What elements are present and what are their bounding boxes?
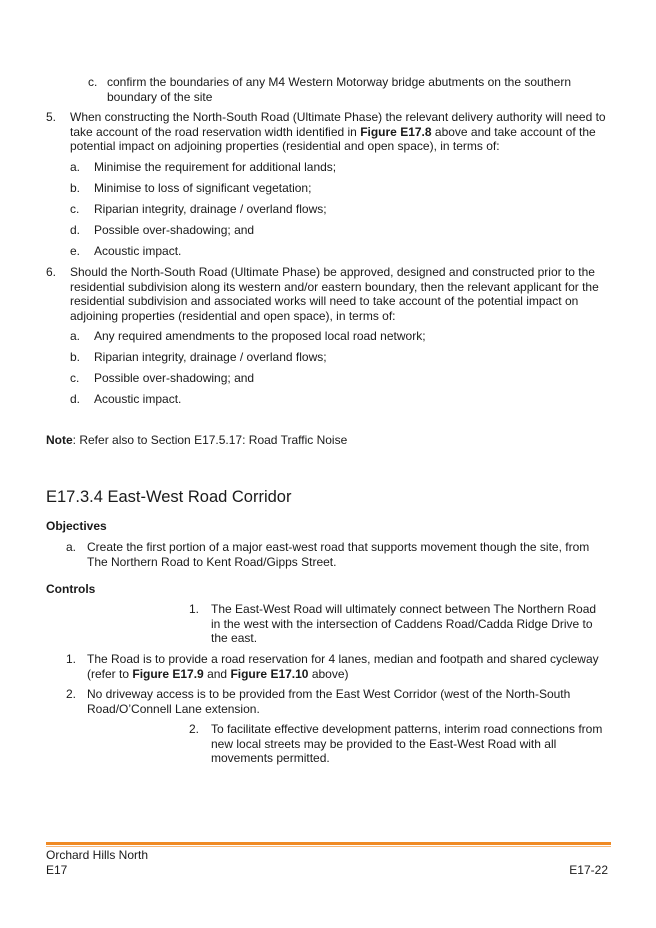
control-text: The Road is to provide a road reservation for 4 lanes, median and footpath and shared cycleway (refer to Figure E17.9 and Figure E17.10 above) (87, 652, 599, 681)
footer-document-title: Orchard Hills North (46, 848, 149, 862)
list-marker: 1. (66, 652, 77, 666)
objective-text: Create the first portion of a major east-west road that supports movement though the site, from The Northern Road to Kent Road/Gipps Street. (87, 540, 590, 569)
sub-item-text: Minimise the requirement for additional lands; (94, 160, 337, 174)
list-marker: 2. (189, 722, 200, 736)
footer-rule-shadow (46, 846, 611, 847)
sub-marker: c. (70, 371, 80, 385)
sub-item-text: Riparian integrity, drainage / overland flows; (94, 350, 327, 364)
note-label: Note (46, 433, 73, 447)
list-marker: 2. (66, 687, 77, 701)
list-item-text: confirm the boundaries of any M4 Western Motorway bridge abutments on the southern boundary of the site (107, 75, 572, 104)
page-number: E17-22 (569, 863, 608, 877)
note: Note: Refer also to Section E17.5.17: Road Traffic Noise (46, 433, 348, 447)
control-text: The East-West Road will ultimately connect between The Northern Road in the west with the intersection of Caddens Road/Cadda Ridge Drive to the east. (211, 602, 597, 645)
sub-item-text: Minimise to loss of significant vegetation; (94, 181, 312, 195)
footer-rule (46, 842, 611, 845)
list-item-text: Should the North-South Road (Ultimate Phase) be approved, designed and constructed prior to the residential subdivision along its western and/or eastern boundary, then the relevant applicant for the residential subdivision and associated works will need to take account of the potential impact on adjoining properties (residential and open space), in terms of: (70, 265, 599, 323)
sub-marker: d. (70, 392, 81, 406)
controls-heading: Controls (46, 582, 96, 596)
sub-marker: a. (70, 160, 81, 174)
list-item-text: When constructing the North-South Road (Ultimate Phase) the relevant delivery authority will need to take account of the road reservation width identified in Figure E17.8 above and take account of the potential impact on adjoining properties (residential and open space), in terms of: (70, 110, 606, 153)
figure-reference: Figure E17.10 (230, 666, 309, 681)
objectives-heading: Objectives (46, 519, 107, 533)
control-text: To facilitate effective development patterns, interim road connections from new local streets may be provided to the East-West Road with all movements permitted. (211, 722, 603, 765)
list-marker: 5. (46, 110, 57, 124)
figure-reference: Figure E17.9 (132, 666, 204, 681)
sub-marker: c. (70, 202, 80, 216)
list-marker: 6. (46, 265, 57, 279)
footer-chapter: E17 (46, 863, 68, 877)
section-heading: E17.3.4 East-West Road Corridor (46, 488, 292, 506)
sub-item-text: Any required amendments to the proposed local road network; (94, 329, 426, 343)
sub-marker: e. (70, 244, 81, 258)
sub-marker: a. (70, 329, 81, 343)
sub-item-text: Possible over-shadowing; and (94, 371, 255, 385)
sub-item-text: Riparian integrity, drainage / overland flows; (94, 202, 327, 216)
list-marker: a. (66, 540, 77, 554)
sub-item-text: Acoustic impact. (94, 244, 182, 258)
control-text: No driveway access is to be provided from the East West Corridor (west of the North-South Road/O’Connell Lane extension. (87, 687, 571, 716)
list-marker: 1. (189, 602, 200, 616)
sub-marker: d. (70, 223, 81, 237)
sub-item-text: Possible over-shadowing; and (94, 223, 255, 237)
list-marker: c. (88, 75, 98, 89)
sub-item-text: Acoustic impact. (94, 392, 182, 406)
figure-reference: Figure E17.8 (360, 124, 432, 139)
sub-marker: b. (70, 181, 81, 195)
sub-marker: b. (70, 350, 81, 364)
